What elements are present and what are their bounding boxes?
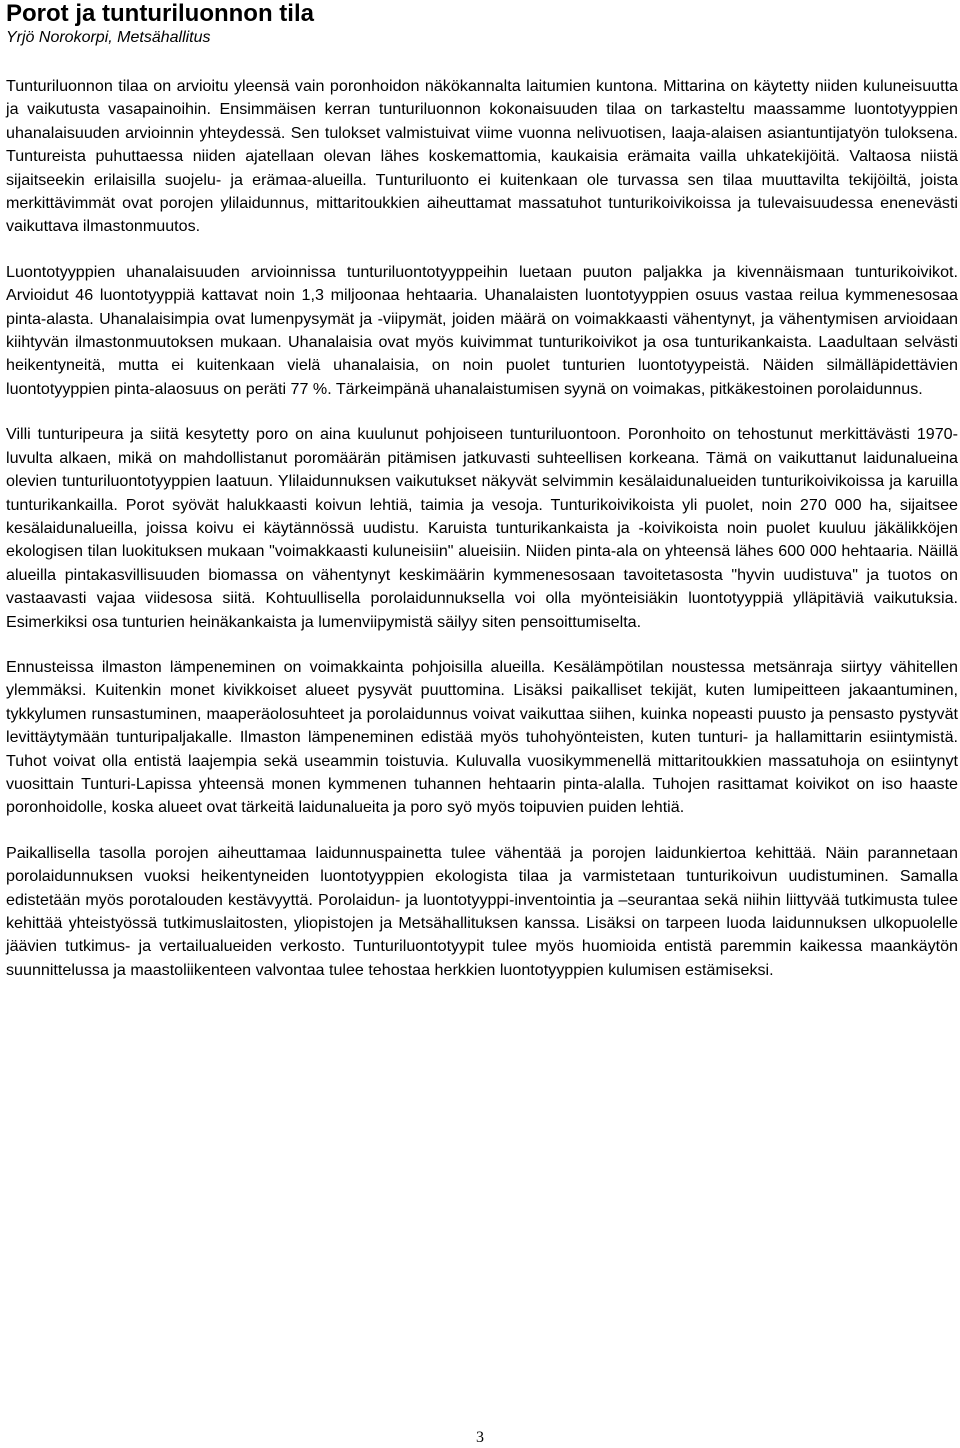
paragraph-2: Luontotyyppien uhanalaisuuden arvioinnissa tunturiluontotyyppeihin luetaan puuton paljakka ja kivennäismaan tunturikoivikot. Arvioidut 46 luontotyyppiä kattavat noin 1,3 miljoonaa hehtaaria. Uhanalaisten luontotyyppien osuus vastaa reilua kymmenesosaa pinta-alasta. Uhanalaisimpia ovat lumenpysymät ja -viipymät, joiden määrä on voimakkaasti vähentynyt, ja vähentymisen arvioidaan kiihtyvän ilmastonmuutoksen mukaan. Uhanalaisia ovat myös kuivimmat tunturikoivikot ja osa tunturikankaista. Laadultaan selvästi heikentyneitä, mutta ei kuitenkaan vielä uhanalaisia, on noin puolet tunturien luontotyypeistä. Näiden silmälläpidettävien luontotyyppien pinta-alaosuus on peräti 77 %. Tärkeimpänä uhanalaistumisen syynä on voimakas, pitkäkestoinen porolaidunnus. [6, 262, 958, 398]
page-number: 3 [476, 1429, 484, 1446]
paragraph-4: Ennusteissa ilmaston lämpeneminen on voimakkainta pohjoisilla alueilla. Kesälämpötilan noustessa metsänraja siirtyy vähitellen ylemmäksi. Kuitenkin monet kivikkoiset alueet pysyvät puuttomina. Lisäksi paikalliset tekijät, kuten lumipeitteen jakaantuminen, tykkylumen runsastuminen, maaperäolosuhteet ja porolaidunnus voivat vaikuttaa siihen, kuinka nopeasti puusto ja pensasto pystyvät levittäytymään tunturipaljakalle. Ilmaston lämpeneminen edistää myös tuhohyönteisten, kuten tunturi- ja hallamittarin esiintymistä. Tuhot voivat olla entistä laajempia sekä useammin toistuvia. Kuluvalla vuosikymmenellä mittaritoukkien massatuhoja on esiintynyt vuosittain Tunturi-Lapissa yhteensä monen kymmenen tuhannen hehtaarin pinta-alalla. Tuhojen rasittamat koivikot on iso haaste poronhoidolle, koska alueet ovat tärkeitä laidunalueita ja poro syö myös toipuvien puiden lehtiä. [6, 657, 958, 817]
paragraph-3: Villi tunturipeura ja siitä kesytetty poro on aina kuulunut pohjoiseen tunturiluontoon. Poronhoito on tehostunut merkittävästi 1970-luvulta alkaen, mikä on mahdollistanut poromäärän pitämisen jatkuvasti suhteellisen korkeana. Tämä on vaikuttanut laidunalueina olevien tunturiluontotyyppien laatuun. Ylilaidunnuksen vaikutukset näkyvät selvimmin kesälaidunalueiden tunturikoivikoissa ja karuilla tunturikankailla. Porot syövät halukkaasti koivun lehtiä, taimia ja vesoja. Tunturikoivikoista yli puolet, noin 270 000 ha, sijaitsee kesälaidunalueilla, joissa koivu ei käytännössä uudistu. Karuista tunturikankaista ja -koivikoista noin puolet kuuluu jäkälikköjen ekologisen tilan luokituksen mukaan "voimakkaasti kuluneisiin" alueisiin. Niiden pinta-ala on yhteensä lähes 600 000 hehtaaria. Näillä alueilla pintakasvillisuuden biomassa on vähentynyt keskimäärin kymmenesosaan tavoitetasosta "hyvin uudistuva" ja tuotos on vastaavasti vajaa viidesosa siitä. Kohtuullisella porolaidunnuksella voi olla myönteisiäkin luontotyyppiä ylläpitäviä vaikutuksia. Esimerkiksi osa tunturien heinäkankaista ja lumenviipymistä säilyy siten pensoittumiselta. [6, 425, 958, 631]
paragraph-5: Paikallisella tasolla porojen aiheuttamaa laidunnuspainetta tulee vähentää ja porojen laidunkiertoa kehittää. Näin parannetaan porolaidunnuksen vuoksi heikentyneiden luontotyyppien ekologista tilaa ja varmistetaan tunturikoivun uudistuminen. Samalla edistetään myös porotalouden kestävyyttä. Porolaidun- ja luontotyyppi-inventointia ja –seurantaa sekä niihin liittyvää tutkimusta tulee kehittää yhteistyössä tutkimuslaitosten, yliopistojen ja Metsähallituksen kanssa. Lisäksi on tarpeen luoda laidunnuksen ulkopuolelle jäävien tutkimus- ja vertailualueiden verkosto. Tunturiluontotyypit tulee myös huomioida entistä paremmin kaikessa maankäytön suunnittelussa ja maastoliikenteen valvontaa tulee tehostaa herkkien luontotyyppien kulumisen estämiseksi. [6, 843, 958, 979]
document-author: Yrjö Norokorpi, Metsähallitus [6, 29, 211, 46]
paragraph-1: Tunturiluonnon tilaa on arvioitu yleensä vain poronhoidon näkökannalta laitumien kuntona. Mittarina on käytetty niiden kuluneisuutta ja vaikutusta vasapainoihin. Ensimmäisen kerran tunturiluonnon kokonaisuuden tilaa on tarkasteltu maassamme luontotyyppien uhanalaisuuden arvioinnin yhteydessä. Sen tulokset valmistuivat viime vuonna nelivuotisen, laaja-alaisen asiantuntijatyön tuloksena. Tuntureista puhuttaessa niiden ajatellaan olevan lähes koskemattomia, kaukaisia erämaita vailla uhkatekijöitä. Valtaosa niistä sijaitseekin erilaisilla suojelu- ja erämaa-alueilla. Tunturiluonto ei kuitenkaan ole turvassa sen tilaa muuttavilta tekijöiltä, joista merkittävimmät ovat porojen ylilaidunnus, mittaritoukkien aiheuttamat massatuhot tunturikoivikoissa ja tulevaisuudessa enenevästi vaikuttava ilmastonmuutos. [6, 77, 958, 236]
document-page [6, 0, 958, 1004]
document-title: Porot ja tunturiluonnon tila [6, 0, 314, 27]
